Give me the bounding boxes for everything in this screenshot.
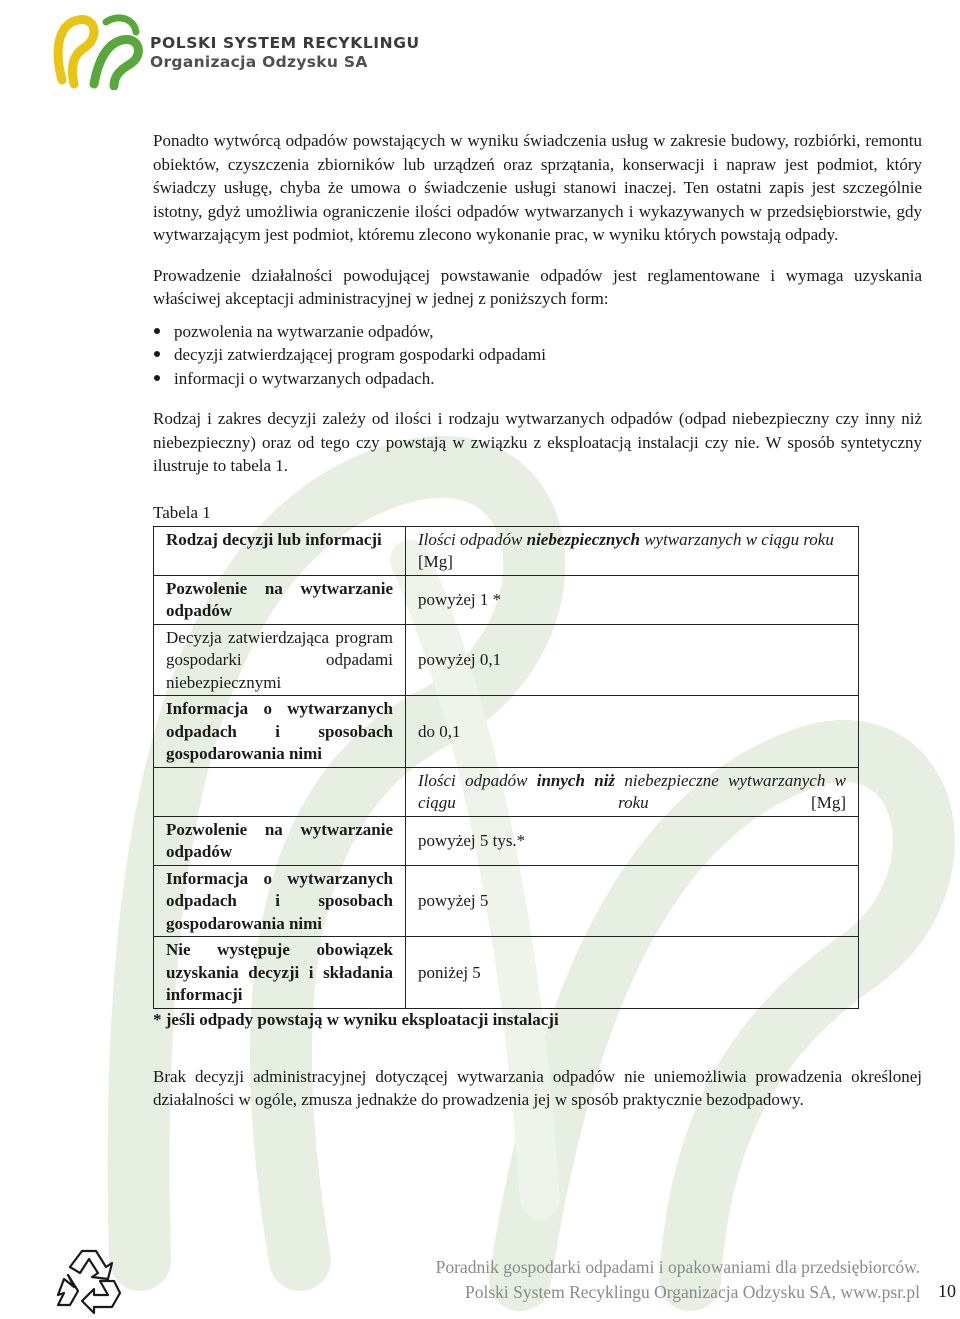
row-type: Informacja o wytwarzanych odpadach i sposobach gospodarowania nimi bbox=[154, 696, 406, 768]
header-text-pre: Ilości odpadów bbox=[418, 529, 527, 549]
page-number: 10 bbox=[938, 1281, 956, 1301]
table-row bbox=[154, 937, 859, 1009]
recycle-icon bbox=[52, 1245, 126, 1317]
row-amount: powyżej 0,1 bbox=[406, 624, 859, 696]
paragraph-2: Prowadzenie działalności powodującej powstawanie odpadów jest reglamentowane i wymaga uzyskania właściwej akceptacji administracyjnej w jednej z poniższych form: bbox=[153, 265, 922, 308]
footer-line-2: Polski System Recyklingu Organizacja Odzysku SA, www.psr.pl bbox=[465, 1282, 920, 1302]
row-type: Informacja o wytwarzanych odpadach i sposobach gospodarowania nimi bbox=[154, 865, 406, 937]
paragraph-3: Rodzaj i zakres decyzji zależy od ilości i rodzaju wytwarzanych odpadów (odpad niebezpieczny czy inny niż niebezpieczny) oraz od tego czy powstają w związku z eksploatacją instalacji czy nie. W sposób syntetyczny ilustruje to tabela 1. bbox=[153, 409, 922, 475]
footer-text bbox=[436, 1255, 920, 1305]
row-amount: powyżej 5 bbox=[406, 865, 859, 937]
table-header-type: Rodzaj decyzji lub informacji bbox=[154, 526, 406, 575]
list-item: informacji o wytwarzanych odpadach. bbox=[153, 367, 922, 391]
header-text-bold: niebezpiecznych bbox=[526, 529, 640, 549]
table-row bbox=[154, 575, 859, 624]
header-text-mid: wytwarzanych w ciągu roku bbox=[639, 529, 834, 549]
subheader-text-pre: Ilości odpadów bbox=[418, 770, 537, 790]
table-row bbox=[154, 865, 859, 937]
paragraph-4: Brak decyzji administracyjnej dotyczącej wytwarzania odpadów nie uniemożliwia prowadzenia określonej działalności w ogóle, zmusza jednakże do prowadzenia jej w sposób praktycznie bezodpadowy. bbox=[153, 1066, 922, 1109]
table-caption: Tabela 1 bbox=[153, 502, 211, 522]
brand-line-1: POLSKI SYSTEM RECYKLINGU bbox=[150, 34, 420, 52]
list-item: decyzji zatwierdzającej program gospodarki odpadami bbox=[153, 343, 922, 367]
subheader-empty-cell bbox=[154, 767, 406, 816]
table-row bbox=[154, 624, 859, 696]
psr-logo-icon bbox=[48, 10, 148, 90]
row-amount: do 0,1 bbox=[406, 696, 859, 768]
subheader-text-mid: niebezpieczne wytwarzanych w ciągu roku bbox=[418, 770, 847, 812]
row-type: Decyzja zatwierdzająca program gospodarki odpadami niebezpiecznymi bbox=[154, 624, 406, 696]
row-amount: powyżej 5 tys.* bbox=[406, 816, 859, 865]
brand-name bbox=[150, 34, 420, 72]
header-unit: [Mg] bbox=[418, 552, 453, 571]
row-type: Pozwolenie na wytwarzanie odpadów bbox=[154, 816, 406, 865]
row-type: Pozwolenie na wytwarzanie odpadów bbox=[154, 575, 406, 624]
document-body bbox=[153, 129, 922, 1112]
subheader-text-bold: innych niż bbox=[536, 770, 616, 790]
brand-line-2: Organizacja Odzysku SA bbox=[150, 53, 368, 71]
row-amount: poniżej 5 bbox=[406, 937, 859, 1009]
table-header-amount bbox=[406, 526, 859, 575]
paragraph-1: Ponadto wytwórcą odpadów powstających w wyniku świadczenia usług w zakresie budowy, rozbiórki, remontu obiektów, czyszczenia zbiorników lub urządzeń oraz sprzątania, konserwacji i napraw jest podmiot, który świadczy usługę, chyba że umowa o świadczenie usługi stanowi inaczej. Ten ostatni zapis jest szczególnie istotny, gdyż umożliwia ograniczenie ilości odpadów wytwarzanych i wykazywanych w przedsiębiorstwie, gdy wytwarzającym jest podmiot, któremu zlecono wykonanie prac, w wyniku których powstają odpady. bbox=[153, 131, 922, 244]
table-header-row bbox=[154, 526, 859, 575]
waste-decision-table bbox=[153, 526, 859, 1009]
footer-line-1: Poradnik gospodarki odpadami i opakowaniami dla przedsiębiorców. bbox=[435, 1257, 920, 1277]
table-row bbox=[154, 696, 859, 768]
table-row bbox=[154, 816, 859, 865]
table-footnote: * jeśli odpady powstają w wyniku eksploatacji instalacji bbox=[153, 1009, 559, 1029]
subheader-unit: [Mg] bbox=[811, 793, 846, 812]
row-type: Nie występuje obowiązek uzyskania decyzji i składania informacji bbox=[154, 937, 406, 1009]
forms-list bbox=[153, 320, 922, 391]
row-amount: powyżej 1 * bbox=[406, 575, 859, 624]
list-item: pozwolenia na wytwarzanie odpadów, bbox=[153, 320, 922, 344]
table-subheader-row bbox=[154, 767, 859, 816]
table-subheader-amount bbox=[406, 767, 859, 816]
